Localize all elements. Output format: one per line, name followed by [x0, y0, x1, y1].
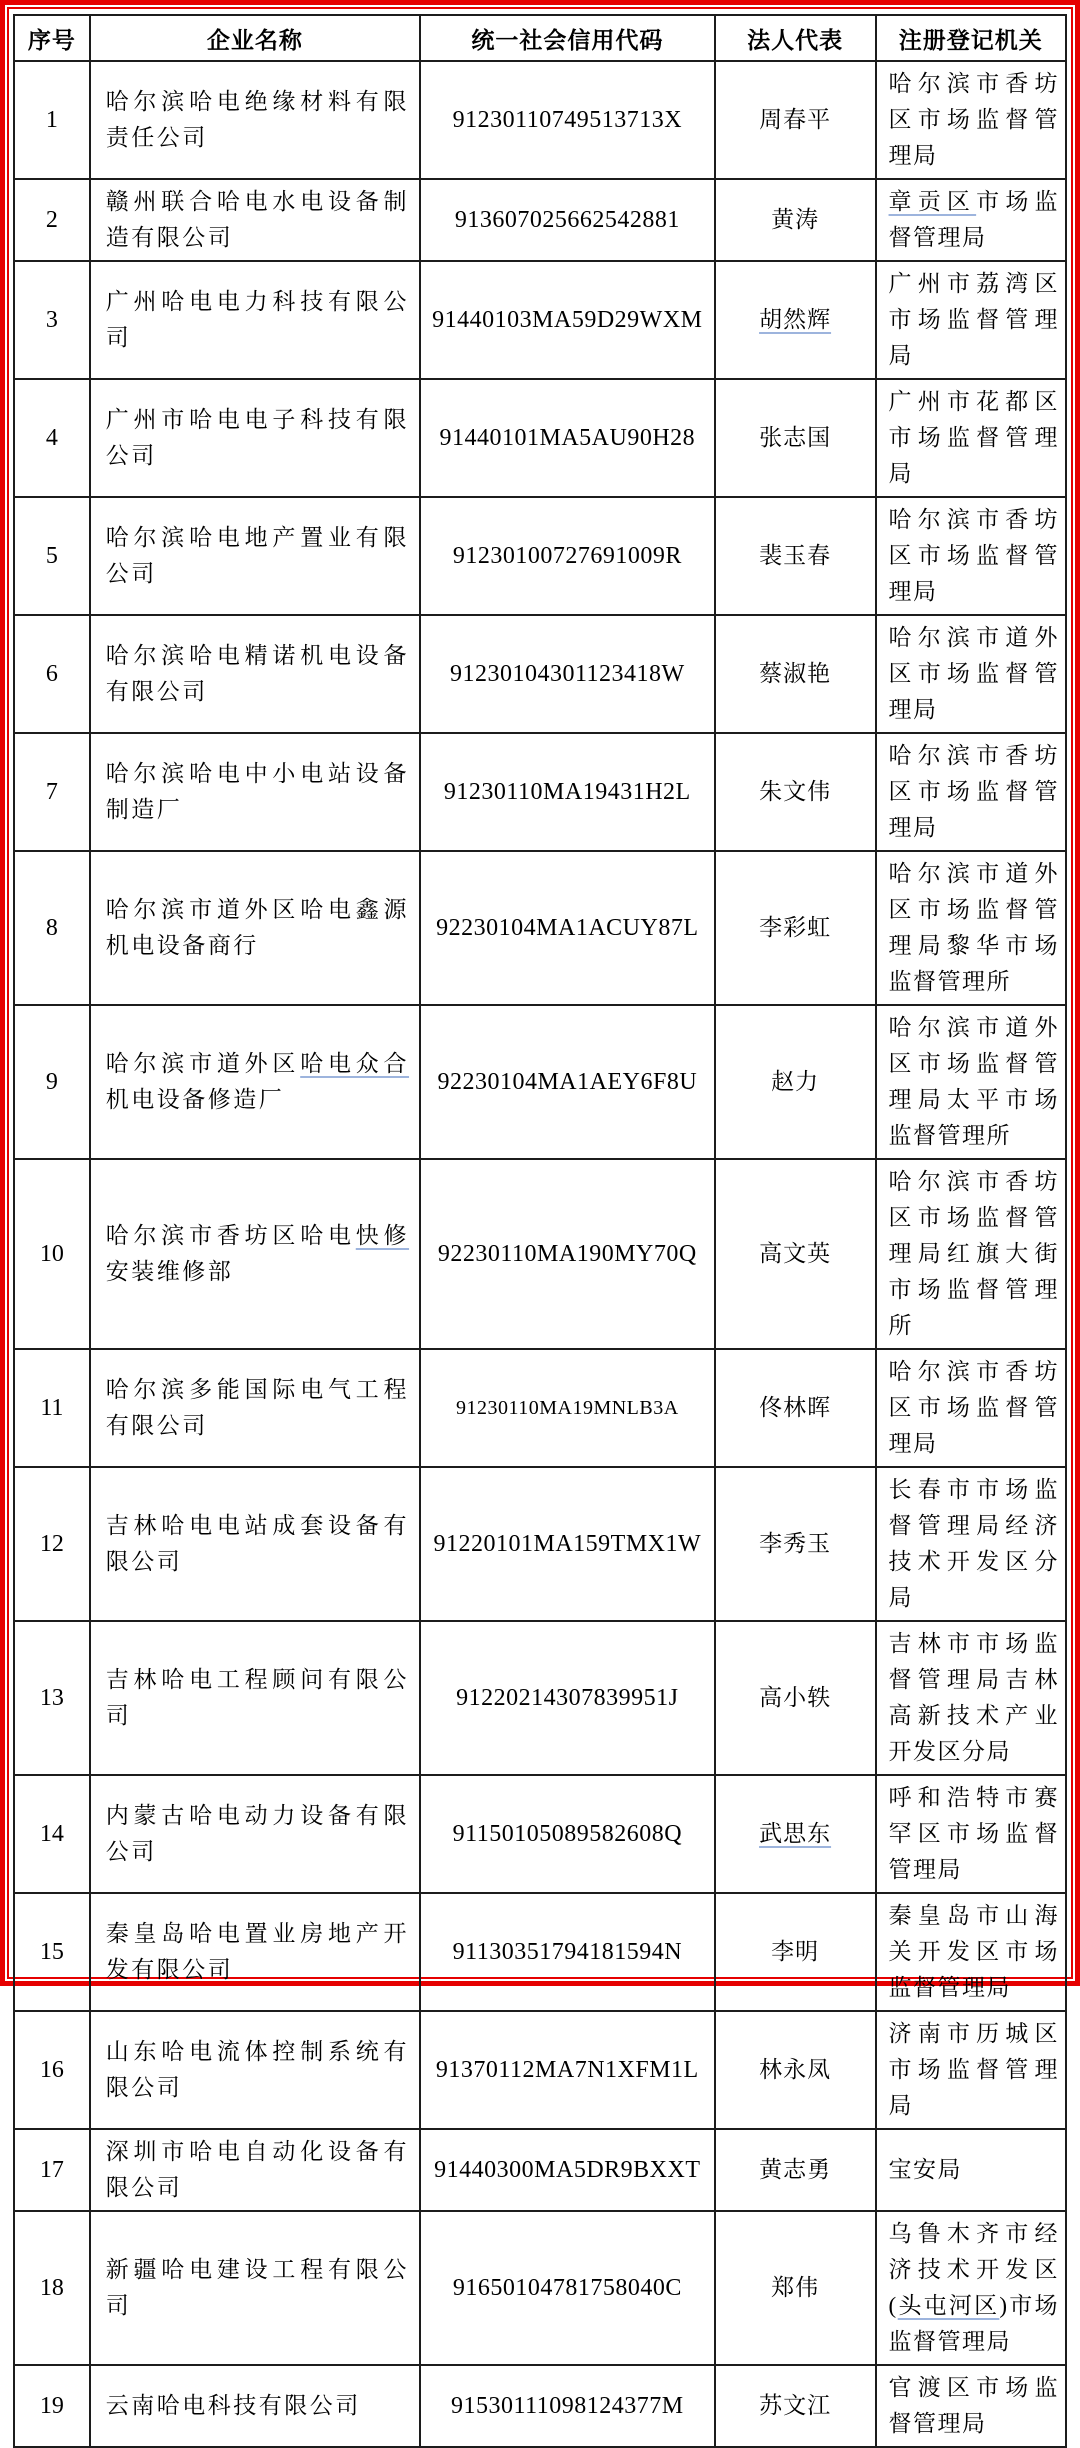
company-name-cell: 哈尔滨市香坊区哈电快修安装维修部 — [90, 1159, 420, 1349]
row-index-cell: 1 — [14, 61, 90, 179]
company-name-cell: 云南哈电科技有限公司 — [90, 2365, 420, 2447]
row-index-cell: 4 — [14, 379, 90, 497]
company-name-cell: 深圳市哈电自动化设备有限公司 — [90, 2129, 420, 2211]
credit-code-cell: 92230110MA190MY70Q — [420, 1159, 715, 1349]
company-table — [13, 14, 1067, 2448]
registration-authority-cell: 哈尔滨市道外区市场监督管理局黎华市场监督管理所 — [876, 851, 1066, 1005]
credit-code-cell: 91440101MA5AU90H28 — [420, 379, 715, 497]
legal-rep-cell: 蔡淑艳 — [715, 615, 876, 733]
registration-authority-cell: 哈尔滨市道外区市场监督管理局太平市场监督管理所 — [876, 1005, 1066, 1159]
credit-code-cell: 91230110MA19MNLB3A — [420, 1349, 715, 1467]
company-name-cell: 广州市哈电电子科技有限公司 — [90, 379, 420, 497]
credit-code-cell: 91230110MA19431H2L — [420, 733, 715, 851]
legal-rep-cell: 张志国 — [715, 379, 876, 497]
credit-code-cell: 91440103MA59D29WXM — [420, 261, 715, 379]
company-name-cell: 哈尔滨哈电绝缘材料有限责任公司 — [90, 61, 420, 179]
table-row — [14, 379, 1066, 497]
col-header-legal-rep: 法人代表 — [715, 15, 876, 61]
table-row — [14, 733, 1066, 851]
row-index-cell: 6 — [14, 615, 90, 733]
company-name-cell: 哈尔滨哈电中小电站设备制造厂 — [90, 733, 420, 851]
row-index-cell: 17 — [14, 2129, 90, 2211]
registration-authority-cell: 乌鲁木齐市经济技术开发区(头屯河区)市场监督管理局 — [876, 2211, 1066, 2365]
row-index-cell: 13 — [14, 1621, 90, 1775]
table-row — [14, 61, 1066, 179]
table-row — [14, 261, 1066, 379]
table-row — [14, 1349, 1066, 1467]
registration-authority-cell: 广州市花都区市场监督管理局 — [876, 379, 1066, 497]
col-header-company-name: 企业名称 — [90, 15, 420, 61]
row-index-cell: 11 — [14, 1349, 90, 1467]
table-row — [14, 1893, 1066, 2011]
company-name-cell: 广州哈电电力科技有限公司 — [90, 261, 420, 379]
company-name-cell: 内蒙古哈电动力设备有限公司 — [90, 1775, 420, 1893]
row-index-cell: 18 — [14, 2211, 90, 2365]
legal-rep-cell: 黄涛 — [715, 179, 876, 261]
registration-authority-cell: 济南市历城区市场监督管理局 — [876, 2011, 1066, 2129]
credit-code-cell: 91150105089582608Q — [420, 1775, 715, 1893]
company-name-cell: 山东哈电流体控制系统有限公司 — [90, 2011, 420, 2129]
table-row — [14, 851, 1066, 1005]
legal-rep-cell: 林永凤 — [715, 2011, 876, 2129]
row-index-cell: 9 — [14, 1005, 90, 1159]
registration-authority-cell: 哈尔滨市香坊区市场监督管理局 — [876, 61, 1066, 179]
credit-code-cell: 91230100727691009R — [420, 497, 715, 615]
legal-rep-cell: 赵力 — [715, 1005, 876, 1159]
table-row — [14, 497, 1066, 615]
row-index-cell: 7 — [14, 733, 90, 851]
registration-authority-cell: 广州市荔湾区市场监督管理局 — [876, 261, 1066, 379]
header-row — [14, 15, 1066, 61]
row-index-cell: 19 — [14, 2365, 90, 2447]
company-name-cell: 哈尔滨多能国际电气工程有限公司 — [90, 1349, 420, 1467]
credit-code-cell: 913607025662542881 — [420, 179, 715, 261]
row-index-cell: 14 — [14, 1775, 90, 1893]
credit-code-cell: 91230110749513713X — [420, 61, 715, 179]
company-name-cell: 哈尔滨市道外区哈电众合机电设备修造厂 — [90, 1005, 420, 1159]
table-row — [14, 2211, 1066, 2365]
legal-rep-cell: 高文英 — [715, 1159, 876, 1349]
company-name-cell: 赣州联合哈电水电设备制造有限公司 — [90, 179, 420, 261]
credit-code-cell: 91220101MA159TMX1W — [420, 1467, 715, 1621]
company-name-cell: 秦皇岛哈电置业房地产开发有限公司 — [90, 1893, 420, 2011]
legal-rep-cell: 黄志勇 — [715, 2129, 876, 2211]
row-index-cell: 12 — [14, 1467, 90, 1621]
company-name-cell: 吉林哈电电站成套设备有限公司 — [90, 1467, 420, 1621]
registration-authority-cell: 呼和浩特市赛罕区市场监督管理局 — [876, 1775, 1066, 1893]
row-index-cell: 15 — [14, 1893, 90, 2011]
company-name-cell: 哈尔滨哈电精诺机电设备有限公司 — [90, 615, 420, 733]
legal-rep-cell: 武思东 — [715, 1775, 876, 1893]
row-index-cell: 3 — [14, 261, 90, 379]
company-name-cell: 哈尔滨市道外区哈电鑫源机电设备商行 — [90, 851, 420, 1005]
table-row — [14, 2365, 1066, 2447]
legal-rep-cell: 高小轶 — [715, 1621, 876, 1775]
row-index-cell: 2 — [14, 179, 90, 261]
registration-authority-cell: 章贡区市场监督管理局 — [876, 179, 1066, 261]
table-row — [14, 179, 1066, 261]
credit-code-cell: 92230104MA1ACUY87L — [420, 851, 715, 1005]
registration-authority-cell: 哈尔滨市香坊区市场监督管理局红旗大街市场监督管理所 — [876, 1159, 1066, 1349]
table-body — [14, 61, 1066, 2447]
legal-rep-cell: 李明 — [715, 1893, 876, 2011]
registration-authority-cell: 宝安局 — [876, 2129, 1066, 2211]
credit-code-cell: 91650104781758040C — [420, 2211, 715, 2365]
credit-code-cell: 91530111098124377M — [420, 2365, 715, 2447]
registration-authority-cell: 官渡区市场监督管理局 — [876, 2365, 1066, 2447]
registration-authority-cell: 吉林市市场监督管理局吉林高新技术产业开发区分局 — [876, 1621, 1066, 1775]
registration-authority-cell: 秦皇岛市山海关开发区市场监督管理局 — [876, 1893, 1066, 2011]
credit-code-cell: 91130351794181594N — [420, 1893, 715, 2011]
registration-authority-cell: 哈尔滨市香坊区市场监督管理局 — [876, 733, 1066, 851]
legal-rep-cell: 裴玉春 — [715, 497, 876, 615]
row-index-cell: 8 — [14, 851, 90, 1005]
legal-rep-cell: 朱文伟 — [715, 733, 876, 851]
credit-code-cell: 91220214307839951J — [420, 1621, 715, 1775]
registration-authority-cell: 哈尔滨市香坊区市场监督管理局 — [876, 497, 1066, 615]
legal-rep-cell: 周春平 — [715, 61, 876, 179]
legal-rep-cell: 苏文江 — [715, 2365, 876, 2447]
table-row — [14, 1005, 1066, 1159]
table-row — [14, 2129, 1066, 2211]
registration-authority-cell: 长春市市场监督管理局经济技术开发区分局 — [876, 1467, 1066, 1621]
company-name-cell: 吉林哈电工程顾问有限公司 — [90, 1621, 420, 1775]
table-row — [14, 1159, 1066, 1349]
col-header-index: 序号 — [14, 15, 90, 61]
credit-code-cell: 91230104301123418W — [420, 615, 715, 733]
company-name-cell: 新疆哈电建设工程有限公司 — [90, 2211, 420, 2365]
col-header-credit-code: 统一社会信用代码 — [420, 15, 715, 61]
registration-authority-cell: 哈尔滨市香坊区市场监督管理局 — [876, 1349, 1066, 1467]
row-index-cell: 10 — [14, 1159, 90, 1349]
table-row — [14, 615, 1066, 733]
legal-rep-cell: 李彩虹 — [715, 851, 876, 1005]
row-index-cell: 16 — [14, 2011, 90, 2129]
credit-code-cell: 91440300MA5DR9BXXT — [420, 2129, 715, 2211]
legal-rep-cell: 郑伟 — [715, 2211, 876, 2365]
red-inner-frame — [7, 7, 1073, 2436]
credit-code-cell: 92230104MA1AEY6F8U — [420, 1005, 715, 1159]
table-row — [14, 2011, 1066, 2129]
row-index-cell: 5 — [14, 497, 90, 615]
legal-rep-cell: 胡然辉 — [715, 261, 876, 379]
legal-rep-cell: 李秀玉 — [715, 1467, 876, 1621]
table-row — [14, 1775, 1066, 1893]
legal-rep-cell: 佟林晖 — [715, 1349, 876, 1467]
company-name-cell: 哈尔滨哈电地产置业有限公司 — [90, 497, 420, 615]
credit-code-cell: 91370112MA7N1XFM1L — [420, 2011, 715, 2129]
col-header-registration-authority: 注册登记机关 — [876, 15, 1066, 61]
table-row — [14, 1467, 1066, 1621]
registration-authority-cell: 哈尔滨市道外区市场监督管理局 — [876, 615, 1066, 733]
table-row — [14, 1621, 1066, 1775]
